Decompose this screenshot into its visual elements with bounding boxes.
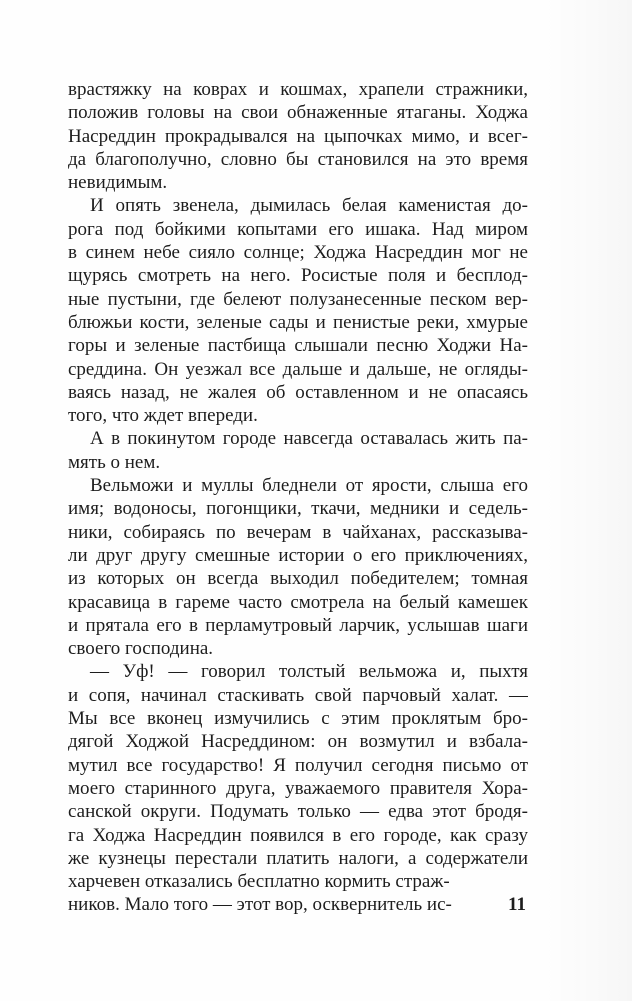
- text-line: дягой Ходжой Насреддином: он возмутил и взбала-: [68, 731, 528, 753]
- text-line: ные пустыни, где белеют полузанесенные песком вер-: [68, 288, 528, 310]
- text-line: имя; водоносы, погонщики, ткачи, медники и седель-: [68, 498, 528, 520]
- text-line: невидимым.: [68, 172, 168, 194]
- text-line: ваясь назад, не жалея об оставленном и не опасаясь: [68, 381, 528, 403]
- text-line: же кузнецы перестали платить налоги, а содержатели: [68, 847, 528, 869]
- text-line: среддина. Он уезжал все дальше и дальше, не огляды-: [68, 358, 528, 380]
- text-line: санской округи. Подумать только — едва этот бродя-: [68, 801, 528, 823]
- text-line: Вельможи и муллы бледнели от ярости, слыша его: [90, 475, 528, 497]
- text-line: того, что ждет впереди.: [68, 405, 258, 427]
- text-line: харчевен отказались бесплатно кормить страж-: [68, 871, 450, 893]
- text-line: А в покинутом городе навсегда оставалась жить па-: [90, 428, 528, 450]
- text-line: И опять звенела, дымилась белая каменистая до-: [90, 195, 528, 217]
- text-line: из которых он всегда выходил победителем; томная: [68, 568, 528, 590]
- text-line: Насреддин прокрадывался на цыпочках мимо, и всег-: [68, 125, 528, 147]
- text-line: красавица в гареме часто смотрела на белый камешек: [68, 591, 528, 613]
- text-line: щурясь смотреть на него. Росистые поля и бесплод-: [68, 265, 528, 287]
- text-line: ли друг другу смешные истории о его приключениях,: [68, 544, 528, 566]
- text-line: рога под бойкими копытами его ишака. Над миром: [68, 218, 528, 240]
- text-line: и сопя, начинал стаскивать свой парчовый халат. —: [68, 684, 528, 706]
- text-line: мять о нем.: [68, 451, 161, 473]
- text-line: горы и зеленые пастбища слышали песню Ходжи На-: [68, 335, 528, 357]
- text-line: га Ходжа Насреддин появился в его городе, как сразу: [68, 824, 528, 846]
- last-line-text: ников. Мало того — этот вор, осквернитель ис-: [68, 894, 452, 916]
- text-line: положив головы на свои обнаженные ятаганы. Ходжа: [68, 102, 528, 124]
- text-line: [68, 893, 528, 916]
- text-line: — Уф! — говорил толстый вельможа и, пыхтя: [90, 661, 528, 683]
- text-line: в синем небе сияло солнце; Ходжа Насреддин мог не: [68, 242, 528, 264]
- text-line: мутил все государство! Я получил сегодня письмо от: [68, 754, 528, 776]
- text-line: блюжьи кости, зеленые сады и пенистые реки, хмурые: [68, 311, 528, 333]
- text-line: и прятала его в перламутровый ларчик, услышав шаги: [68, 614, 528, 636]
- text-line: Мы все вконец измучились с этим проклятым бро-: [68, 708, 528, 730]
- text-line: моего старинного друга, уважаемого правителя Хора-: [68, 777, 528, 799]
- page-text: [68, 78, 528, 917]
- page-number: 11: [508, 894, 526, 916]
- scan-shade-artifact: [542, 0, 632, 1001]
- text-line: да благополучно, словно бы становился на это время: [68, 148, 528, 170]
- text-line: ники, собираясь по вечерам в чайханах, рассказыва-: [68, 521, 528, 543]
- text-line: своего господина.: [68, 638, 214, 660]
- text-line: врастяжку на коврах и кошмах, храпели стражники,: [68, 79, 528, 100]
